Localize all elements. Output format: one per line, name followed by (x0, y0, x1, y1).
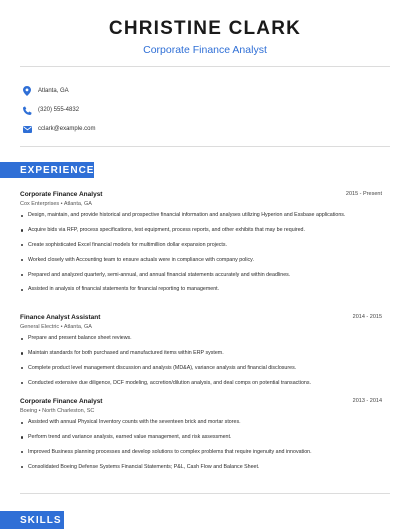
company-location: North Charleston, SC (42, 408, 95, 414)
experience-list-2 (20, 313, 382, 395)
company-name: Cox Enterprises (20, 201, 60, 207)
job-bullet: Worked closely with Accounting team to ensure actuals were in compliance with company policy. (20, 257, 382, 264)
contact-location (22, 82, 322, 100)
job-bullet: Assisted in analysis of financial statements for financial reporting to management. (20, 286, 382, 293)
job-bullet: Acquire bids via RFP, process specifications, test equipment, process reports, and other exhibits that may be required. (20, 227, 382, 234)
envelope-icon (22, 124, 32, 134)
job-company: Cox Enterprises • Atlanta, GA (20, 201, 92, 207)
company-name: General Electric (20, 324, 60, 330)
contact-phone (22, 101, 322, 119)
job-company: General Electric • Atlanta, GA (20, 324, 92, 330)
job-bullet: Design, maintain, and provide historical and prospective financial information and analyses utilizing Hyperion and Essbase applications. (20, 212, 382, 219)
job-bullet: Create sophisticated Excel financial models for multimillion dollar expansion projects. (20, 242, 382, 249)
company-name: Boeing (20, 408, 38, 414)
location-text: Atlanta, GA (38, 88, 69, 94)
section-heading-skills: SKILLS (0, 511, 64, 529)
contact-divider (20, 146, 390, 147)
phone-icon (22, 105, 32, 115)
job-dates: 2013 - 2014 (352, 398, 382, 404)
job-dates: 2015 - Present (345, 191, 382, 197)
header-divider (20, 66, 390, 67)
email-text[interactable]: cclark@example.com (38, 126, 96, 132)
job-bullet: Prepared and analyzed quarterly, semi-annual, and annual financial statements accurately and within deadlines. (20, 272, 382, 279)
job-entry (20, 397, 382, 471)
job-bullet: Conducted extensive due diligence, DCF modeling, accretion/dilution analysis, and deal comps on potential transactions. (20, 380, 382, 387)
job-company: Boeing • North Charleston, SC (20, 408, 95, 414)
experience-list-3 (20, 397, 382, 479)
candidate-name: CHRISTINE CLARK (108, 18, 302, 39)
job-entry (20, 313, 382, 387)
resume-header (0, 0, 410, 57)
experience-divider (20, 493, 390, 494)
experience-list (20, 190, 382, 301)
job-bullet: Maintain standards for both purchased and manufactured items within ERP system. (20, 350, 382, 357)
company-location: Atlanta, GA (63, 324, 92, 330)
job-bullets (20, 335, 382, 387)
job-title: Corporate Finance Analyst (20, 398, 103, 405)
job-bullet: Prepare and present balance sheet reviews. (20, 335, 382, 342)
job-bullet: Assisted with annual Physical Inventory counts with the seventeen brick and mortar stores. (20, 419, 382, 426)
job-bullets (20, 419, 382, 471)
candidate-title: Corporate Finance Analyst (143, 44, 267, 56)
job-title: Finance Analyst Assistant (20, 314, 101, 321)
section-heading-experience: EXPERIENCE (0, 162, 94, 178)
job-entry (20, 190, 382, 294)
job-dates: 2014 - 2015 (352, 314, 382, 320)
job-bullet: Consolidated Boeing Defense Systems Financial Statements; P&L, Cash Flow and Balance Sheet. (20, 464, 382, 471)
job-title: Corporate Finance Analyst (20, 191, 103, 198)
job-bullet: Improved Business planning processes and develop solutions to complex problems that require ingenuity and innovation. (20, 449, 382, 456)
contact-block (22, 82, 322, 139)
job-bullets (20, 212, 382, 294)
company-location: Atlanta, GA (63, 201, 92, 207)
job-bullet: Complete product level management discussion and analysis (MD&A), variance analysis and financial disclosures. (20, 365, 382, 372)
map-pin-icon (22, 86, 32, 96)
job-bullet: Perform trend and variance analysis, earned value management, and risk assessment. (20, 434, 382, 441)
phone-text: (320) 555-4832 (38, 107, 80, 113)
contact-email (22, 120, 322, 138)
